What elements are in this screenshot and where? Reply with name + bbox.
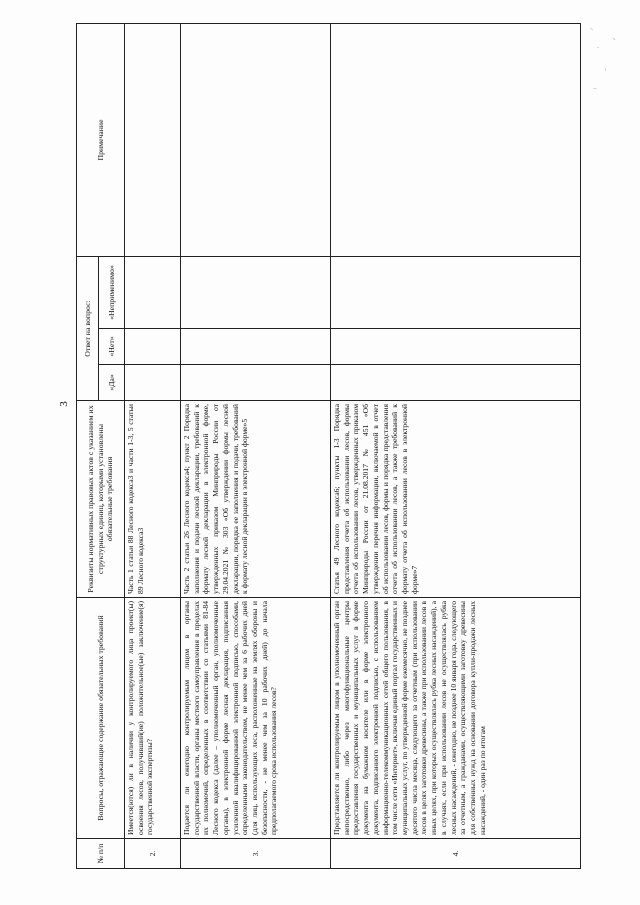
answer-yes-cell[interactable] xyxy=(331,365,581,401)
answer-yes-cell[interactable] xyxy=(125,365,181,401)
table-row xyxy=(331,23,581,868)
header-questions: Вопросы, отражающие содержание обязательных требований xyxy=(77,598,125,839)
note-cell[interactable] xyxy=(331,23,581,256)
page-number: 3 xyxy=(58,401,70,407)
header-no: «Нет» xyxy=(99,329,125,365)
question-text: Представляется ли контролируемым лицом в уполномоченный орган непосредственно, либо через многофункциональные центры предоставления государственных и муниципальных услуг в форме документа на бумажном носителе или в форме электронного документа, подписанного электронной подписью, с использованием информационно-телекоммуникационных сетей общего пользования, в том числе сети «Интернет», включая единый портал государственных и муниципальных услуг, по утвержденной форме ежемесячно, не позднее десятого числа месяца, следующего за отчетным (при использовании лесов в целях заготовки древесины, а также при использовании лесов в иных целях, при которых осуществлялась рубка лесных насаждений), а в случаях, если при использовании лесов не осуществлялась рубка лесных насаждений, - ежегодно, не позднее 10 января года, следующего за отчетным, а гражданами, осуществляющими заготовку древесины для собственных нужд на основании договора купли-продажи лесных насаждений, - один раз по итогам xyxy=(331,598,581,839)
requirement-text: Часть 1 статьи 88 Лесного кодекса3 и части 1-3, 5 статьи 89 Лесного кодекса3 xyxy=(125,401,181,598)
answer-yes-cell[interactable] xyxy=(181,365,331,401)
requirement-text: Статья 49 Лесного кодекса6; пункты 1-3 Порядка представления отчета об использовании лесов, формы отчета об использовании лесов, утвержденных приказом Минприроды России от 21.08.2017 № 451 «Об утверждении перечня информации, включаемой в отчет об использовании лесов, формы и порядка представления отчета об использовании лесов, а также требований к формату отчета об использовании лесов в электронной форме»7 xyxy=(331,401,581,598)
header-note: Примечание xyxy=(77,23,125,256)
note-cell[interactable] xyxy=(125,23,181,256)
answer-na-cell[interactable] xyxy=(331,256,581,328)
answer-no-cell[interactable] xyxy=(181,329,331,365)
question-text: Имеется(ются) ли в наличии у контролируемого лица проект(ы) освоения лесов, получивший(ие) положительное(ые) заключение(я) государственной экспертизы? xyxy=(125,598,181,839)
answer-na-cell[interactable] xyxy=(125,256,181,328)
header-yes: «Да» xyxy=(99,365,125,401)
answer-no-cell[interactable] xyxy=(331,329,581,365)
rotated-sheet xyxy=(58,24,624,869)
table-row xyxy=(125,23,181,868)
table-row xyxy=(181,23,331,868)
header-num: № п/п xyxy=(77,839,125,869)
row-number: 3. xyxy=(181,839,331,869)
scan-noise-mark xyxy=(585,18,625,108)
header-answer-group: Ответ на вопрос: xyxy=(77,256,99,400)
answer-na-cell[interactable] xyxy=(181,256,331,328)
row-number: 4. xyxy=(331,839,581,869)
header-na: «Неприменимо» xyxy=(99,256,125,328)
row-number: 2. xyxy=(125,839,181,869)
answer-no-cell[interactable] xyxy=(125,329,181,365)
note-cell[interactable] xyxy=(181,23,331,256)
requirement-text: Часть 2 статьи 26 Лесного кодекса4; пункт 2 Порядка заполнения и подачи лесной декларации, требований к формату лесной декларации в электронной форме, утвержденных приказом Минприроды России от 29.04.2021 № 303 «Об утверждении формы лесной декларации, порядка ее заполнения и подачи, требований к формату лесной декларации в электронной форме»5 xyxy=(181,401,331,598)
header-requisites: Реквизиты нормативных правовых актов с указанием их структурных единиц, которыми установлены обязательные требования xyxy=(77,401,125,598)
question-text: Подается ли ежегодно контролируемым лицом в органы государственной власти, органы местного самоуправления в пределах их полномочий, определенных в соответствии со статьями 81-84 Лесного кодекса (далее – уполномоченный орган, уполномоченные органы), в электронной форме лесная декларация, подписанная усиленной квалифицированной электронной подписью, способами, определенными законодательством, не менее чем за 6 рабочих дней (для лиц, использующих леса, расположенные на землях обороны и безопасности, - не менее чем за 10 рабочих дней) до начала предполагаемого срока использования лесов? xyxy=(181,598,331,839)
checklist-table xyxy=(76,23,581,869)
